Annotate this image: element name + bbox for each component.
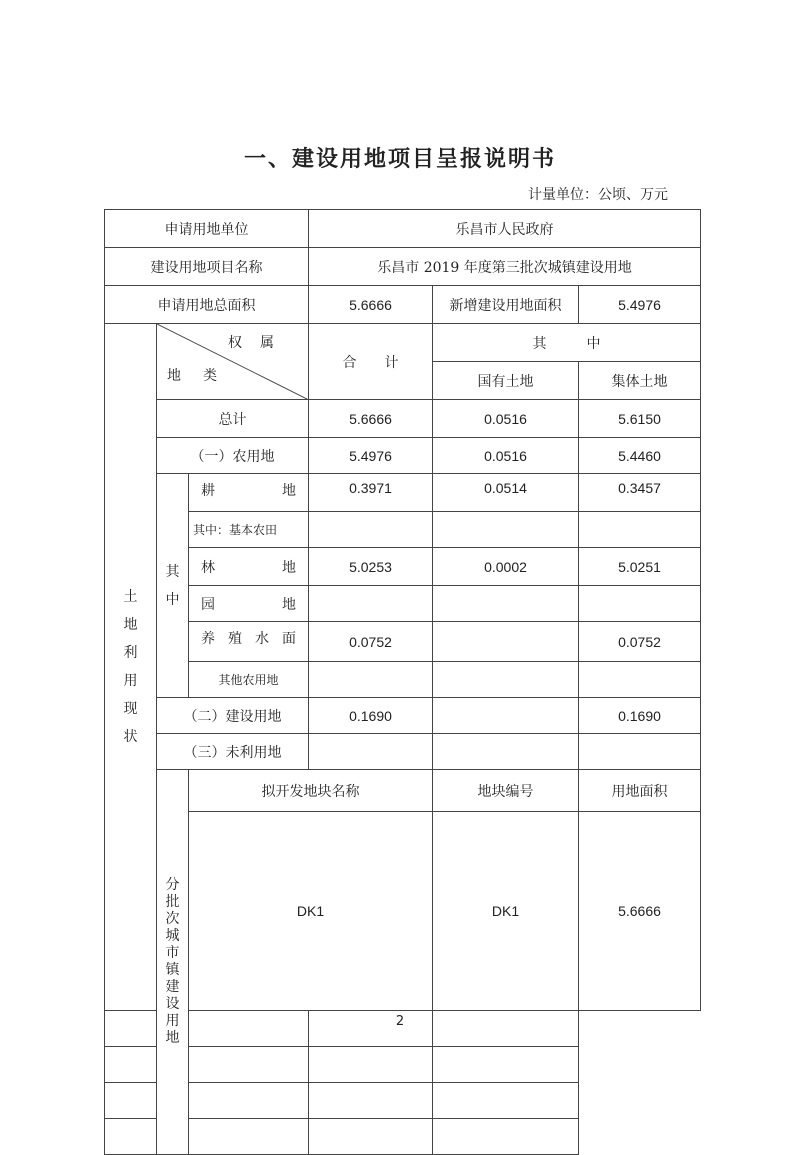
cell-total: 0.1690	[309, 698, 433, 734]
cell-collective	[579, 512, 701, 548]
table-row	[105, 622, 701, 662]
applicant-row	[105, 210, 701, 248]
cell-total	[309, 734, 433, 770]
cell-collective	[579, 734, 701, 770]
table-row	[105, 662, 701, 698]
col-total-header: 合计	[309, 324, 433, 400]
cell-collective: 0.0752	[579, 622, 701, 662]
table-row	[105, 438, 701, 474]
cell-collective: 0.1690	[579, 698, 701, 734]
col-plot-name-header: 拟开发地块名称	[189, 770, 433, 812]
applicant-value: 乐昌市人民政府	[309, 210, 701, 248]
cell-state: 0.0516	[433, 400, 579, 438]
table-row	[105, 734, 701, 770]
col-collective-header: 集体土地	[579, 362, 701, 400]
table-row	[105, 1119, 701, 1155]
col-area-header: 用地面积	[579, 770, 701, 812]
cell-total: 0.3971	[309, 474, 433, 512]
table-row	[105, 512, 701, 548]
row-label-basic-farm: 其中：基本农田	[189, 512, 309, 548]
row-label-unused: （三）未利用地	[157, 734, 309, 770]
plot-area-cell: 5.6666	[579, 812, 701, 1011]
col-plot-no-header: 地块编号	[433, 770, 579, 812]
diag-top-label: 权属	[228, 335, 292, 351]
land-use-header-row	[105, 324, 701, 362]
diag-bottom-label: 地类	[167, 368, 239, 384]
cell-state	[433, 622, 579, 662]
row-label-other-agri: 其他农用地	[189, 662, 309, 698]
cell-state	[433, 698, 579, 734]
cell-collective: 5.6150	[579, 400, 701, 438]
table-row	[105, 1083, 701, 1119]
cell-total	[309, 512, 433, 548]
cell-total: 0.0752	[309, 622, 433, 662]
row-label-agri: （一）农用地	[157, 438, 309, 474]
total-area-label: 申请用地总面积	[105, 286, 309, 324]
batch-header-row	[105, 770, 701, 812]
row-label-arable: 耕地	[189, 474, 309, 512]
new-area-value: 5.4976	[579, 286, 701, 324]
document-title: 一、建设用地项目呈报说明书	[243, 147, 556, 172]
table-row	[105, 698, 701, 734]
row-label-garden: 园地	[189, 586, 309, 622]
unit-note: 计量单位：公顷、万元	[528, 187, 668, 203]
table-row	[105, 1047, 701, 1083]
table-row	[105, 474, 701, 512]
cell-collective	[579, 662, 701, 698]
total-area-value: 5.6666	[309, 286, 433, 324]
page-number: 2	[395, 1014, 405, 1029]
diagonal-header-cell	[157, 324, 309, 400]
cell-collective: 5.0251	[579, 548, 701, 586]
cell-state: 0.0002	[433, 548, 579, 586]
cell-state	[433, 512, 579, 548]
sub-group-label: 其 中	[157, 474, 189, 698]
table-row	[105, 586, 701, 622]
project-name-label: 建设用地项目名称	[105, 248, 309, 286]
cell-state: 0.0516	[433, 438, 579, 474]
col-state-header: 国有土地	[433, 362, 579, 400]
cell-state	[433, 662, 579, 698]
plot-no-cell: DK1	[433, 812, 579, 1011]
table-row	[105, 400, 701, 438]
batch-section-label: 分 批 次 城 市 镇 建 设 用 地	[157, 770, 189, 1155]
row-label-aqua: 养殖水面	[189, 622, 309, 662]
area-row	[105, 286, 701, 324]
table-row	[105, 548, 701, 586]
cell-total	[309, 662, 433, 698]
cell-collective: 0.3457	[579, 474, 701, 512]
cell-total	[309, 586, 433, 622]
cell-state: 0.0514	[433, 474, 579, 512]
cell-total: 5.0253	[309, 548, 433, 586]
row-label-total: 总计	[157, 400, 309, 438]
cell-total: 5.4976	[309, 438, 433, 474]
plot-name-cell: DK1	[189, 812, 433, 1011]
cell-total: 5.6666	[309, 400, 433, 438]
cell-collective: 5.4460	[579, 438, 701, 474]
cell-state	[433, 586, 579, 622]
row-label-construction: （二）建设用地	[157, 698, 309, 734]
applicant-label: 申请用地单位	[105, 210, 309, 248]
table-row	[105, 812, 701, 1011]
land-use-section-label: 土 地 利 用 现 状	[105, 324, 157, 1011]
project-name-value: 乐昌市 2019 年度第三批次城镇建设用地	[309, 248, 701, 286]
col-among-header: 其中	[433, 324, 701, 362]
cell-state	[433, 734, 579, 770]
cell-collective	[579, 586, 701, 622]
row-label-forest: 林地	[189, 548, 309, 586]
project-name-row	[105, 248, 701, 286]
new-area-label: 新增建设用地面积	[433, 286, 579, 324]
